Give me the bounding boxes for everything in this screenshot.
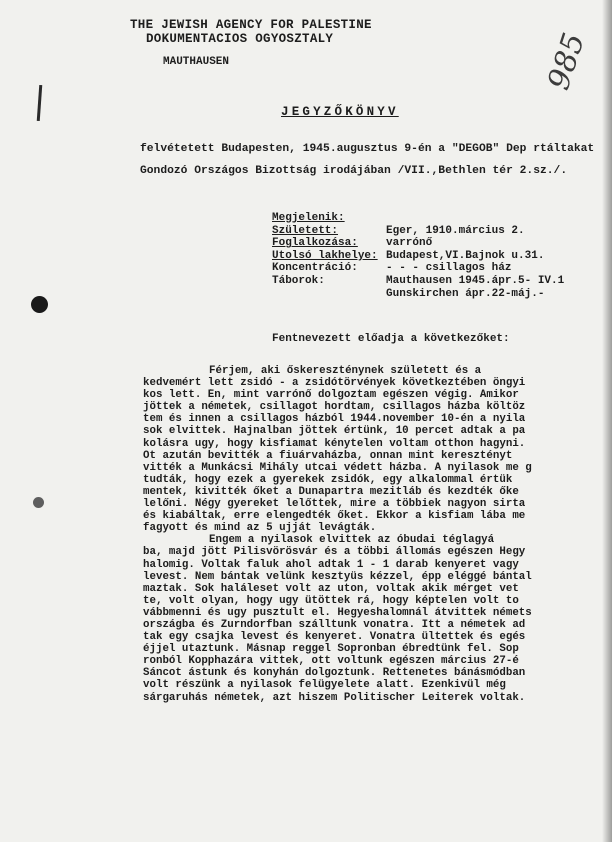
testimony-line: éjjel utaztunk. Másnap reggel Sopronban ébredtünk fel. Sop: [143, 643, 519, 656]
testimony-line: országba és Zurndorfban szálltunk vonatra. Itt a németek ad: [143, 618, 526, 631]
detail-value: varrónő: [386, 237, 433, 250]
detail-label: Megjelenik:: [272, 212, 345, 224]
testimony-line: Engem a nyilasok elvittek az óbudai téglagyá: [209, 534, 495, 547]
testimony-line: jöttek a németek, csillagot hordtam, csillagos házba költöz: [143, 401, 526, 414]
testimony-line: mentek, kivitték őket a Dunapartra mezitláb és kezdték őke: [143, 485, 519, 498]
testimony-line: kolásra ugy, hogy kisfiamat kénytelen voltam otthon hagyni.: [143, 437, 526, 450]
org-name-line2: DOKUMENTACIOS OGYOSZTALY: [146, 32, 334, 46]
detail-label: Koncentráció:: [272, 262, 358, 275]
testimony-line: Sáncot ástunk és konyhán dolgoztunk. Rettenetes bánásmódban: [143, 667, 526, 680]
punch-hole-faint: [33, 497, 44, 508]
detail-value: Eger, 1910.március 2.: [386, 224, 525, 237]
detail-value: Budapest,VI.Bajnok u.31.: [386, 249, 545, 262]
testimony-line: Őt azután bevitték a fiuárvaházba, onnan mint keresztényt: [143, 449, 513, 462]
testimony-line: volt részünk a nyilasok felügyelete alatt. Ezenkivül még: [143, 679, 506, 692]
detail-label: Született:: [272, 224, 339, 237]
testimony-line: kos lett. Én, mint varrónő dolgoztam egészen végig. Amikor: [143, 389, 519, 402]
testimony-line: tak egy csajka levest és kenyeret. Vonatra ültettek és egés: [143, 631, 526, 644]
page-edge-shadow: [602, 0, 612, 842]
testimony-line: vitték a Munkácsi Mihály utcai védett házba. A nyilasok me g: [143, 461, 532, 474]
testimony-line: és kiabáltak, erre elengedték őket. Ekkor a kisfiam lába me: [143, 510, 526, 523]
detail-row: [272, 262, 564, 275]
testimony-line: vábbmenni és ugy pusztult el. Hegyeshalomnál átvittek némets: [143, 606, 532, 619]
testimony-line: lelőni. Négy gyereket lelőttek, mire a többiek nagyon sirta: [143, 498, 526, 511]
org-name-line1: THE JEWISH AGENCY FOR PALESTINE: [130, 18, 372, 32]
testimony-line: te, volt olyan, hogy ugy ütöttek rá, hogy képtelen volt to: [143, 594, 519, 607]
detail-row: [272, 275, 564, 288]
testimony-line: halomig. Voltak faluk ahol adtak 1 - 1 darab kenyeret vagy: [143, 558, 519, 571]
testimony-line: maztak. Sok haláleset volt az uton, voltak akik mérget vet: [143, 582, 519, 595]
detail-label: Táborok:: [272, 274, 325, 287]
detail-value: Mauthausen 1945.ápr.5- IV.1: [386, 274, 565, 287]
intro-paragraph: felvétetett Budapesten, 1945.augusztus 9-én a "DEGOB" Dep rtáltakat Gondozó Országos Bizottság irodájában /VII.,Bethlen tér 2.sz./.: [140, 143, 595, 177]
organization-header: [130, 18, 372, 46]
testimony-line: tem és innen a csillagos házból 1944.november 10-én a nyila: [143, 413, 526, 426]
testimony-line: tudták, hogy ezek a gyerekek zsidók, egy alkalommal értük: [143, 473, 513, 486]
detail-value: - - - csillagos ház: [386, 262, 512, 275]
detail-row: [272, 225, 564, 238]
detail-label: Utolsó lakhelye:: [272, 249, 378, 262]
punch-hole: [31, 296, 48, 313]
testimony-line: sok elvittek. Hajnalban jöttek értünk, 10 percet adtak a pa: [143, 425, 526, 438]
document-title: JEGYZŐKÖNYV: [281, 105, 399, 119]
handwritten-archive-number: 985: [541, 28, 593, 95]
camp-name: MAUTHAUSEN: [163, 56, 230, 68]
detail-row: [272, 250, 564, 263]
detail-row: [272, 237, 564, 250]
testimony-line: kedvemért lett zsidó - a zsidótörvények következtében öngyi: [143, 377, 526, 390]
detail-label: [272, 288, 386, 301]
personal-details: [272, 212, 564, 300]
testimony-body: [143, 365, 601, 704]
testimony-line: sárgaruhás németek, azt hiszem Politischer Leiterek voltak.: [143, 691, 526, 704]
testimony-line: ronból Kopphazára vittek, ott voltunk egészen március 27-é: [143, 655, 519, 668]
statement-intro: Fentnevezett előadja a következőket:: [272, 333, 510, 345]
detail-label: Foglalkozása:: [272, 237, 358, 250]
margin-ink-mark: [37, 85, 43, 121]
detail-row: [272, 288, 564, 301]
detail-row: [272, 212, 564, 225]
testimony-line: levest. Nem bántak velünk kesztyüs kézzel, épp eléggé bántal: [143, 570, 532, 583]
testimony-line: fagyott és mind az 5 ujját levágták.: [143, 522, 377, 535]
detail-value: Gunskirchen ápr.22-máj.-: [386, 287, 545, 300]
testimony-line: Férjem, aki őskereszténynek született és a: [209, 365, 482, 377]
testimony-line: ba, majd jött Pilisvörösvár és a többi állomás egészen Hegy: [143, 546, 526, 559]
